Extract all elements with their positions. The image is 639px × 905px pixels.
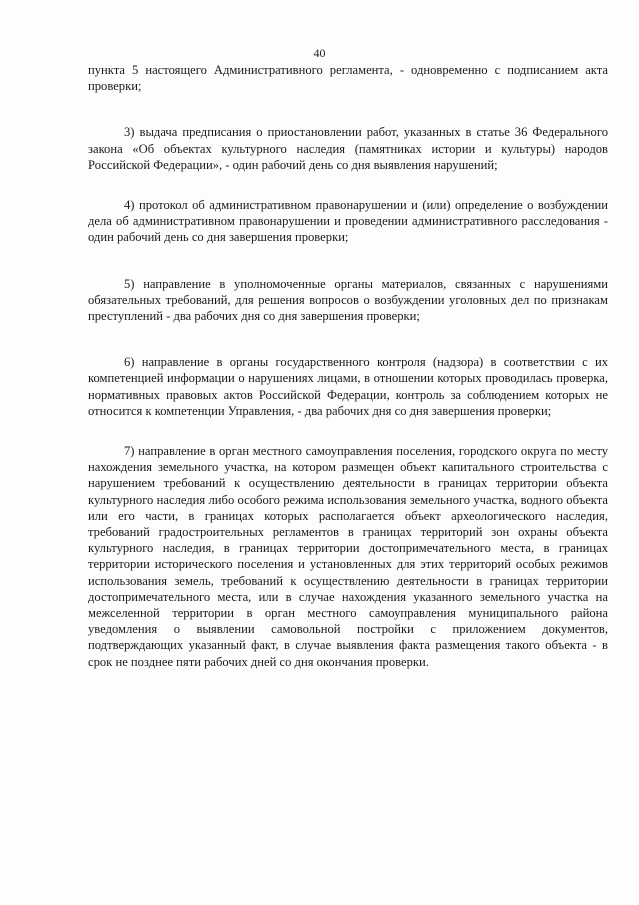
list-item-7: 7) направление в орган местного самоуправления поселения, городского округа по месту нахождения земельного участка, на котором размещен объект капитального строительства с нарушением требований к осуществлению деятельности в границах территории объекта культурного наследия либо особого режима использования земельного участка, водного объекта или его части, в границах которых располагается объект археологического наследия, требований градостроительных регламентов в границах территорий зон охраны объекта культурного наследия, в границах территории достопримечательного места, в границах территории исторического поселения и установленных для этих территорий особых режимов использования земель, требований к осуществлению деятельности в границах территории достопримечательного места, или в случае нахождения указанного земельного участка на межселенной территории в орган местного самоуправления муниципального района уведомления о выявлении самовольной постройки с приложением документов, подтверждающих указанный факт, в случае выявления факта размещения такого объекта - в срок не позднее пяти рабочих дней со дня окончания проверки. [88,444,608,669]
list-item-3: 3) выдача предписания о приостановлении работ, указанных в статье 36 Федерального закона «Об объектах культурного наследия (памятниках истории и культуры) народов Российской Федерации», - один рабочий день со дня выявления нарушений; [88,125,608,172]
list-item-5: 5) направление в уполномоченные органы материалов, связанных с нарушениями обязательных требований, для решения вопросов о возбуждении уголовных дел по признакам преступлений - два рабочих дня со дня завершения проверки; [88,276,608,324]
document-body [88,62,608,670]
list-item-6: 6) направление в органы государственного контроля (надзора) в соответствии с их компетенцией информации о нарушениях лицами, в отношении которых проводилась проверка, нормативных правовых актов Российской Федерации, контроль за соблюдением которых не относится к компетенции Управления, - два рабочих дня со дня завершения проверки; [88,355,608,418]
list-item-4: 4) протокол об административном правонарушении и (или) определение о возбуждении дела об административном правонарушении и проведении административного расследования - один рабочий день со дня завершения проверки; [88,198,608,245]
paragraph-intro: пункта 5 настоящего Административного регламента, - одновременно с подписанием акта проверки; [88,63,608,94]
page-number: 40 [313,46,326,60]
